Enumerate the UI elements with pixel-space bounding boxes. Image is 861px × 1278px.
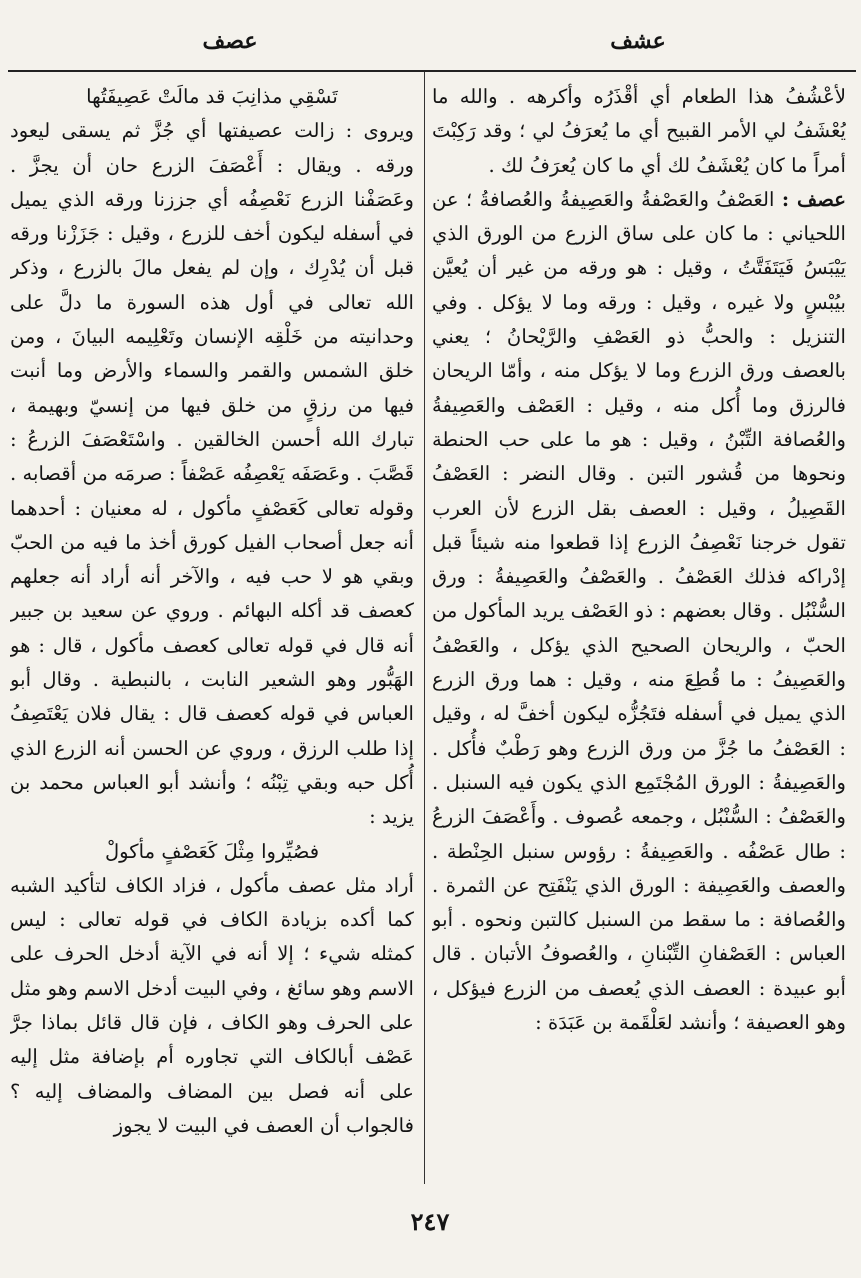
page-number: ٢٤٧ [410, 1207, 450, 1236]
continuation-paragraph: لأعْشُفُ هذا الطعام أي أقْذَرُه وأكرهه . والله ما يُعْشَفُ لي الأمر القبيح أي ما يُعرَفُ لي ؛ وقد رَكِبْتَ أمراً ما كان يُعْشَفُ لك أي ما كان يُعرَفُ لك . [432, 85, 846, 177]
column-divider [424, 72, 425, 1184]
entry-asf [432, 183, 846, 1040]
running-head-right: عشف [610, 28, 666, 54]
commentary-paragraph-1: ويروى : زالت عصيفتها أي جُزَّ ثم يسقى ليعود ورقه . ويقال : أَعْصَفَ الزرع حان أن يجزَّ . وعَصَفْنا الزرع نَعْصِفُه أي جززنا ورقه الذي يميل في أسفله ليكون أخف للزرع ، وقيل : جَزَزْنا ورقه قبل أن يُدْرِك ، وإن لم يفعل مالَ بالزرع ، وذكر الله تعالى في أول هذه السورة ما دلَّ على وحدانيته من خَلْقِه الإنسان وتَعْلِيمه البيانَ ، ومن خلق الشمس والقمر والسماء والأرض وما أنبت فيها من رزقٍ من خلق فيها من إنسيّ وبهيمة ، تبارك الله أحسن الخالقين . واسْتَعْصَفَ الزرعُ : قَصَّبَ . وعَصَفَه يَعْصِفُه عَصْفاً : صرمَه من أقصابه . وقوله تعالى كَعَصْفٍ مأكول ، له معنيان : أحدهما أنه جعل أصحاب الفيل كورق أخذ ما فيه من الحبّ وبقي هو لا حب فيه ، والآخر أنه أراد أنه جعلهم كعصف قد أكله البهائم . وروي عن سعيد بن جبير أنه قال في قوله تعالى كعصف مأكول ، قال : هو الهَبُّور وهو الشعير النابت ، بالنبطية . وقال أبو العباس في قوله كعصف قال : يقال فلان يَعْتَصِفُ إذا طلب الرزق ، وروي عن الحسن أنه الزرع الذي أُكل حبه وبقي تِبْنُه ؛ وأنشد أبو العباس محمد بن يزيد : [10, 119, 414, 829]
header-rule [8, 70, 856, 72]
right-column [432, 80, 846, 1190]
verse-line-2: فصُيِّروا مِثْلَ كَعَصْفٍ مأكولْ [104, 839, 320, 863]
entry-headword: عصف : [781, 187, 846, 211]
running-head-left: عصف [202, 28, 258, 54]
left-column [10, 80, 414, 1190]
verse-line-1: تَسْقِي مذانِبَ قد مالَتْ عَصِيفَتُها [86, 85, 338, 108]
entry-body: العَصْفُ والعَصْفةُ والعَصِيفةُ والعُصافةُ ؛ عن اللحياني : ما كان على ساق الزرع من الورق الذي يَيْبَسُ فَيَتَفَتَّتُ ، وقيل : هو ورقه من غير أن يُعيَّن بيُبْسٍ ولا غيره ، وقيل : ورقه وما لا يؤكل . وفي التنزيل : والحبُّ ذو العَصْفِ والرَّيْحانُ ؛ يعني بالعصف ورق الزرع وما لا يؤكل منه ، وأمّا الريحان فالرزق وما أُكل منه ، وقيل : العَصْف والعَصِيفةُ والعُصافة التِّبْنُ ، وقيل : هو ما على حب الحنطة ونحوها من قُشور التبن . وقال النضر : العَصْفُ القَصِيلُ ، وقيل : العصف بقل الزرع لأن العرب تقول خرجنا نَعْصِفُ الزرع إذا قطعوا منه شيئاً قبل إدْراكه فذلك العَصْفُ . والعَصْفُ والعَصِيفةُ : ورق السُّنْبُل . وقال بعضهم : ذو العَصْف يريد المأكول من الحبّ ، والريحان الصحيح الذي يؤكل ، والعَصْفُ والعَصِيفُ : ما قُطِعَ منه ، وقيل : هما ورق الزرع الذي يميل في أسفله فتَجُزُّه ليكون أخفَّ له ، وقيل : العَصْفُ ما جُزَّ من ورق الزرع وهو رَطْبٌ فأُكل . والعَصِيفةُ : الورق المُجْتَمِع الذي يكون فيه السنبل . والعَصْفُ : السُّنْبُل ، وجمعه عُصوف . وأَعْصَفَ الزرعُ : طال عَصْفُه . والعَصِيفةُ : رؤوس سنبل الحِنْطة . والعصف والعَصِيفة : الورق الذي يَنْفَتِح عن الثمرة . والعُصافة : ما سقط من السنبل كالتبن ونحوه . أبو العباس : العَصْفانِ التِّبْنانِ ، والعُصوفُ الأتبان . قال أبو عبيدة : العصف الذي يُعصف من الزرع فيؤكل ، وهو العصيفة ؛ وأنشد لعَلْقَمة بن عَبَدَة : [432, 187, 846, 1035]
commentary-paragraph-2: أراد مثل عصف مأكول ، فزاد الكاف لتأكيد الشبه كما أكده بزيادة الكاف في قوله تعالى : ليس كمثله شيء ؛ إلا أنه في الآية أدخل الحرف على الاسم وهو سائغ ، وفي البيت أدخل الاسم وهو مثل على الحرف وهو الكاف ، فإن قال قائل بماذا جرَّ عَصْف أبالكاف التي تجاوره أم بإضافة مثل إليه على أنه فصل بين المضاف والمضاف إليه ؟ فالجواب أن العصف في البيت لا يجوز [10, 873, 414, 1137]
